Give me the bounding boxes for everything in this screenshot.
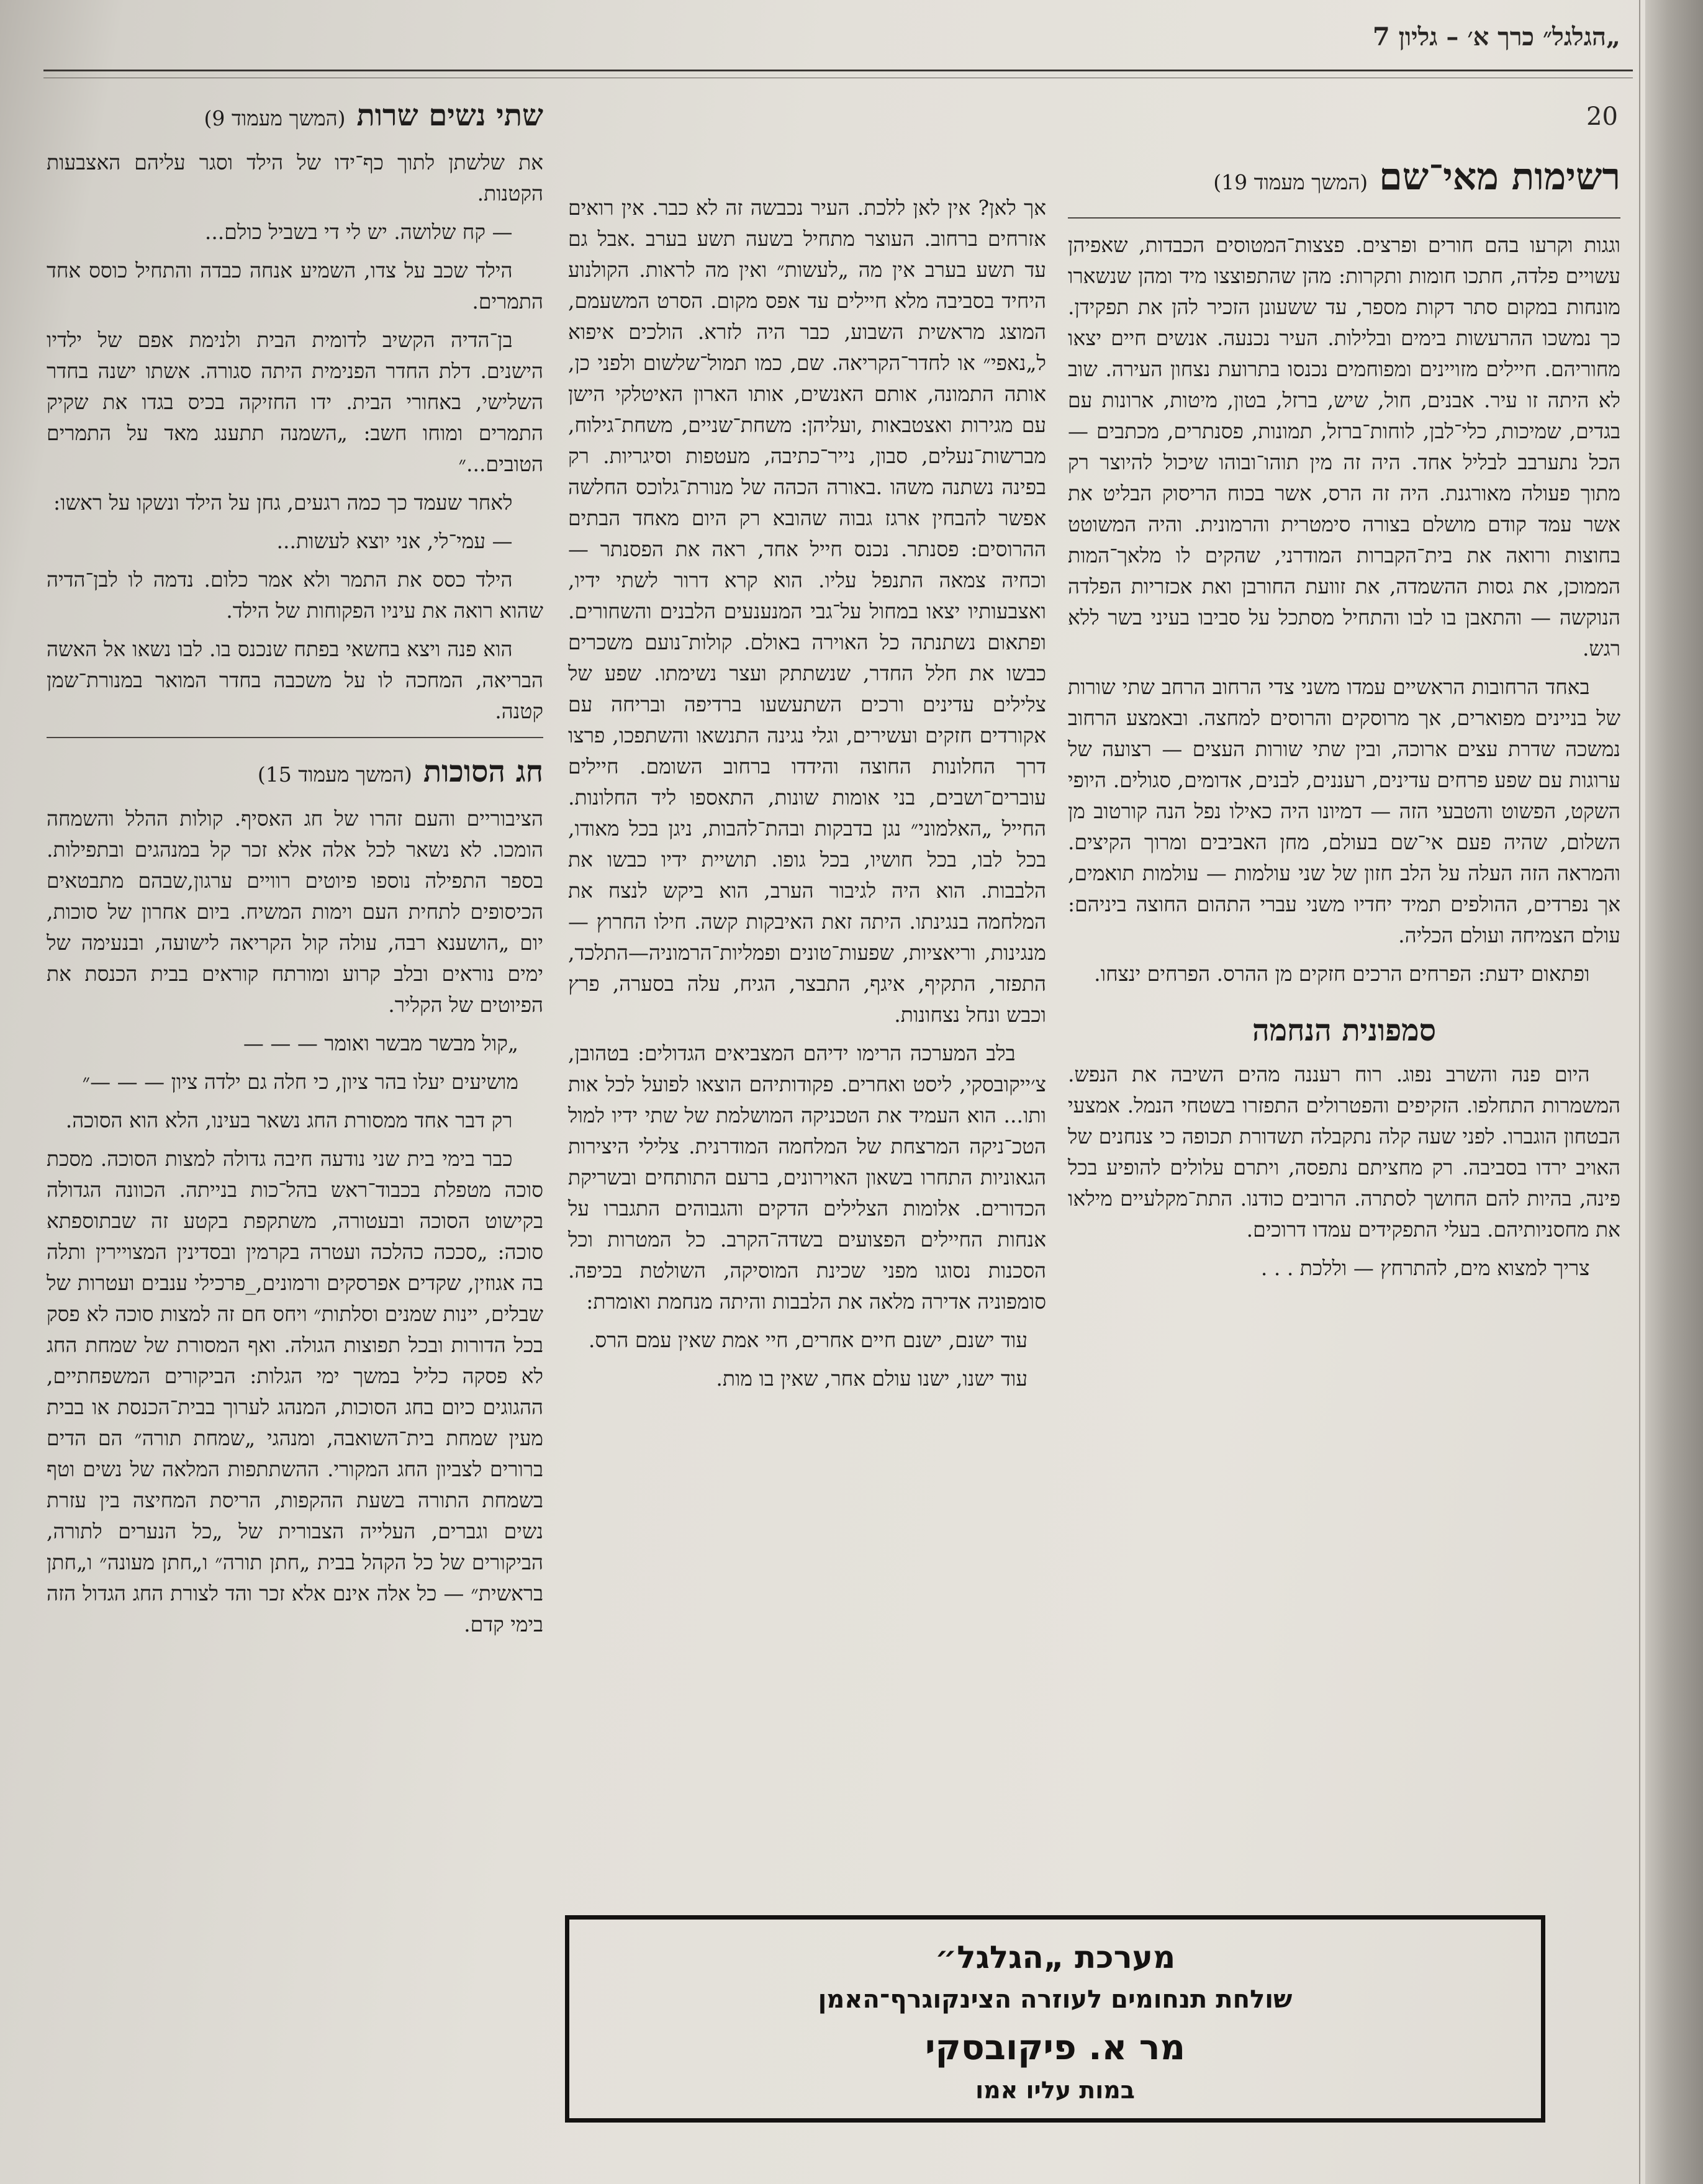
page-edge-line xyxy=(1639,0,1640,2184)
paragraph: את שלשתן לתוך כף־ידו של הילד וסגר עליהם האצבעות הקטנות. xyxy=(47,150,543,205)
paragraph: — קח שלושה. יש לי די בשביל כולם... xyxy=(204,220,513,244)
article-title-text: שתי נשים שרות xyxy=(356,98,543,133)
subtitle-symphony: סמפונית הנחמה xyxy=(1252,1013,1436,1048)
paragraph: אך לאן? אין לאן ללכת. העיר נכבשה זה לא כבר. אין רואים אזרחים ברחוב. העוצר מתחיל בשעה תשע בערב .אבל גם עד תשע בערב אין מה „לעשות״ ואין מה לראות. הקולנוע היחיד בסביבה מלא חיילים עד אפס מקום. הסרט המשעמם, המוצג מראשית השבוע, כבר היה לזרא. הולכים איפוא ל„נאפי״ או לחדר־הקריאה. שם, כמו תמול־שלשום ולפני כן, אותה התמונה, אותם האנשים, אותו הארון האיטלקי הישן עם מגירות ואצטבאות ,ועליהן: משחת־שניים, משחת־גילוח, מברשות־נעלים, סבון, נייר־כתיבה, מעטפות וסיגריות. רק בפינה נשתנה משהו .באורה הכהה של מנורת־גלוכס החלשה אפשר להבחין ארגז גבוה שהובא רק היום מאחד הבתים ההרוסים: פסנתר. נכנס חייל אחד, ראה את הפסנתר — וכחיה צמאה התנפל עליו. הוא קרא דרור לשתי ידיו, ואצבעותיו יצאו במחול על־גבי המנענעים הלבנים והשחורים. ופתאום נשתנתה כל האוירה באולם. קולות־נועם משכרים כבשו את חלל החדר, שנשתתק ועצר נשימתו. שפע של צלילים עדינים ורכים השתעשעו ברדיפה ובריחה עם אקורדים חזקים ועשירים, וגלי נגינה התנשאו והשתפכו, פרצו דרך החלונות החוצה והידדו ברחוב השומם. חיילים עוברים־ושבים, בני אומות שונות, התאספו ליד החלונות. החייל „האלמוני״ נגן בדבקות ובהת־להבות, ניגן בכל מאודו, בכל לבו, בכל חושיו, בכל גופו. תושיית ידיו כבשו את הלבבות. הוא היה לגיבור הערב, הוא ביקש לנצח את המלחמה בנגינתו. היתה זאת האיבקות קשה. חילו החרוץ — מנגינות, וריאציות, שפעות־טונים ופמליות־הרמוניה—התלכד, התפזר, התקיף, איגף, התבצר, הגיח, עלה בסערה, פרץ וכבש ונחל נצחונות. xyxy=(568,196,1046,1027)
paragraph: הציבוריים והעם זהרו של חג האסיף. קולות ההלל והשמחה הומכו. לא נשאר לכל אלה אלא זכר קל במנהגים ובתפילות. בספר התפילה נוספו פיוטים רוויים ערגון,שבהם מתבטאים הכיסופים לתחית העם וימות המשיח. ביום אחרון של סוכות, יום „הושענא רבה, עולה קול הקריאה לישועה, ובנעימה של ימים נוראים ובלב קרוע ומורתח קוראים בבית הכנסת את הפיוטים של הקליר. xyxy=(47,806,543,1017)
paragraph: בלב המערכה הרימו ידיהם המצביאים הגדולים: בטהובן, צ׳ייקובסקי, ליסט ואחרים. פקודותיהם הוצאו לפועל לכל אות ותו... הוא העמיד את הטכניקה המושלמת של שתי ידיו למול הטכ־ניקה המרצחת של המלחמה המודרנית. צלילי היצירות הגאוניות התחרו בשאון האוירונים, ברעם התותחים ובשריקת הכדורים. אלומות הצלילים הדקים והגבוהים התגברו על אנחות החיילים הפצועים בשדה־הקרב. כל המטרות וכל הסכנות נסוגו מפני שכינת המוסיקה, השולטת בכיפה. סומפוניה אדירה מלאה את הלבבות והיתה מנחמת ואומרת: xyxy=(568,1041,1046,1314)
article-title-two-women xyxy=(47,93,543,141)
notice-line-4: במות עליו אמו xyxy=(975,2077,1135,2104)
header-rule xyxy=(43,70,1633,71)
paragraph: רק דבר אחד ממסורת החג נשאר בעינו, הלא הוא הסוכה. xyxy=(65,1108,513,1132)
paragraph: — עמי־לי, אני יוצא לעשות... xyxy=(276,529,513,553)
continued-note: (המשך מעמוד 9) xyxy=(204,106,346,130)
paragraph: הילד כסס את התמר ולא אמר כלום. נדמה לו לבן־הדיה שהוא רואה את עיניו הפקוחות של הילד. xyxy=(47,567,543,623)
notice-line-3: מר א. פיקובסקי xyxy=(925,2028,1185,2068)
page-number: 20 xyxy=(1586,102,1618,131)
binder-edge xyxy=(1645,0,1703,2184)
column-left xyxy=(47,93,543,1648)
paragraph: בן־הדיה הקשיב לדומית הבית ולנימת אפם של ילדיו הישנים. דלת החדר הפנימית היתה סגורה. אשתו ישנה בחדר השלישי, באחורי הבית. ידו החזיקה בכיס בגדו את שקיק התמרים ומוחו חשב: „השמנה תתענג מאד על התמרים הטובים...״ xyxy=(47,328,543,476)
article-divider xyxy=(47,737,543,738)
paragraph: כבר בימי בית שני נודעה חיבה גדולה למצות הסוכה. מסכת סוכה מטפלת בכבוד־ראש בהל־כות בנייתה. הכוונה הגדולה בקישוט הסוכה ובעטורה, משתקפת בקטע זה שבתוספתא סוכה: „סככה כהלכה ועטרה בקרמין ובסדינין המצויירין ותלה בה אגוזין, שקדים אפרסקים ורמונים,_פרכילי ענבים ועטרות של שבלים, יינות שמנים וסלתות״ ויחס חם זה למצות סוכה לא פסק בכל הדורות ובכל תפוצות הגולה. ואף המסורת של שמחת החג לא פסקה כליל במשך ימי הגלות: הביקורים המשפחתיים, ההגוגים כיום בחג הסוכות, המנהג לערוך בבית־הכנסת או בבית מעין שמחת בית־השואבה, ומנהגי „שמחת תורה״ הם הדים ברורים לצביון החג המקורי. ההשתתפות המלאה של נשים וטף בשמחת התורה בשעת ההקפות, הריסת המחיצה בין עזרת נשים וגברים, העלייה הצבורית של „כל הנערים לתורה, הביקורים של כל הקהל בבית „חתן תורה״ ו„חתן מעונה״ ו„חתן בראשית״ — כל אלה אינם אלא זכר והד לצורת החג הגדול הזה בימי קדם. xyxy=(47,1147,543,1636)
paragraph: באחד הרחובות הראשיים עמדו משני צדי הרחוב הרחב שתי שורות של בניינים מפוארים, אך מרוסקים והרוסים למחצה. ובאמצע הרחוב נמשכה שדרת עצים ארוכה, ובין שתי שורות העצים — רצועה של ערוגות עם שפע פרחים עדינים, רעננים, לבנים, אדומים, סגולים. היופי השקט, הפשוט והטבעי הזה — דמיונו היה כאילו נפל הנה קורטוב מן השלום, שהיה פעם אי־שם בעולם, מחן האביבים ומרוך הקיצים. והמראה הזה העלה על הלב חזון של שני עולמות — עולמות תואמים, אך נפרדים, ההולפים תמיד יחדיו משני עברי התהום החוצה ביניהם: עולם הצמיחה ועולם הכליה. xyxy=(1068,675,1620,947)
quote-line: עוד ישנו, ישנו עולם אחר, שאין בו מות. xyxy=(716,1366,1028,1391)
running-header xyxy=(43,14,1620,70)
notice-line-2: שולחת תנחומים לעוזרה הצינקוגרף־האמן xyxy=(818,1985,1293,2014)
article-title-text: חג הסוכות xyxy=(423,754,543,789)
header-title: „הגלגל״ כרך א׳ – גליון 7 xyxy=(1372,22,1620,52)
paragraph: הילד שכב על צדו, השמיע אנחה כבדה והתחיל כוסס אחד התמרים. xyxy=(47,258,543,314)
poem-quote xyxy=(47,1028,543,1098)
article-title-reshimot xyxy=(1068,152,1620,207)
column-right xyxy=(1068,152,1620,1291)
paragraph: צריך למצוא מים, להתרחץ — וללכת . . . xyxy=(1260,1256,1590,1280)
article-title-text: רשימות מאי־שם xyxy=(1379,155,1620,199)
article-title-sukkot xyxy=(47,749,543,797)
paragraph: ופתאום ידעת: הפרחים הרכים חזקים מן ההרס. הפרחים ינצחו. xyxy=(1094,962,1590,986)
poem-line: מושיעים יעלו בהר ציון, כי חלה גם ילדה ציון — — —״ xyxy=(82,1070,518,1094)
quote-line: עוד ישנם, ישנם חיים אחרים, חיי אמת שאין עמם הרס. xyxy=(588,1328,1028,1352)
continued-note: (המשך מעמוד 15) xyxy=(257,762,412,787)
title-divider xyxy=(1068,217,1620,219)
column-middle xyxy=(568,192,1046,1402)
paragraph: לאחר שעמד כך כמה רגעים, גחן על הילד ונשקו על ראשו: xyxy=(53,490,513,515)
paragraph: וגגות וקרעו בהם חורים ופרצים. פצצות־המטוסים הכבדות, שאפיהן עשויים פלדה, חתכו חומות ותקרות: מהן שהתפוצצו מיד ומהן שנשארו מונחות במקום סתר דקות מספר, עד ששעונן הזכיר להן את תפקידן. כך נמשכו ההרעשות בימים ובלילות. העיר נכנעה. אנשים חיים יצאו מחוריהם. חיילים מזויינים ומפוחמים נכנסו בתרועת נצחון העירה. שוב לא היתה זו עיר. אבנים, חול, שיש, ברזל, בטון, מיטות, ארונות עם בגדים, שמיכות, כלי־לבן, לוחות־ברזל, תמונות, פסנתרים, מכתבים — הכל נתערבב לבליל אחד. היה זה מין תוהו־ובוהו שיכול להיוצר רק מתוך פעולה מאורגנת. היה זה הרס, אשר בכוח הריסוק הבליט את אשר עמד קודם מושלם בצורה סימטרית והרמונית. והיה המשוטט בחוצות ורואה את בית־הקברות המודרני, שהקים לו מלאך־המות הממוכן, את גסות ההשמדה, את זוועת החורבן ואת אכזריות הפלדה הנוקשה — והתאבן בו לבו והתחיל מסתכל על סביבו בעיני בשר ללא רגש. xyxy=(1068,233,1620,661)
condolence-notice xyxy=(565,1915,1545,2123)
paragraph: הוא פנה ויצא בחשאי בפתח שנכנס בו. לבו נשאו אל האשה הבריאה, המחכה לו על משכבה בחדר המואר במנורת־שמן קטנה. xyxy=(47,637,543,723)
paragraph: היום פנה והשרב נפוג. רוח רעננה מהים השיבה את הנפש. המשמרות התחלפו. הזקיפים והפטרולים התפזרו בשטחי הנמל. אמצעי הבטחון הוגברו. לפני שעה קלה נתקבלה תשדורת תכופה כי צנחנים של האויב ירדו בסביבה. רק מחציתם נתפסה, ויתרם עלולים להופיע בכל פינה, בהיות להם החושך לסתרה. הרובים כודנו. התת־מקלעיים מילאו את מחסניותיהם. בעלי התפקידים עמדו דרוכים. xyxy=(1068,1062,1620,1242)
notice-line-1: מערכת „הגלגל״ xyxy=(934,1939,1176,1975)
poem-line: „קול מבשר מבשר ואומר — — — xyxy=(243,1031,518,1055)
continued-note: (המשך מעמוד 19) xyxy=(1213,170,1368,194)
